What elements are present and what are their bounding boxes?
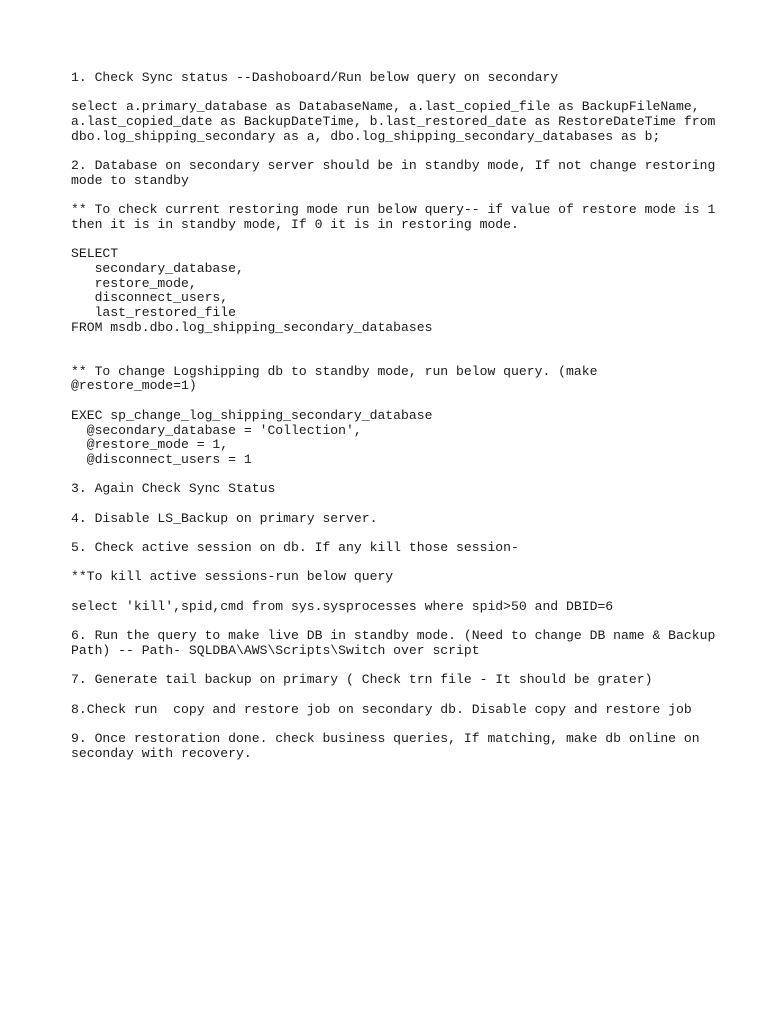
check-mode-query-line: FROM msdb.dbo.log_shipping_secondary_databases: [71, 319, 433, 335]
change-mode-query-line: @disconnect_users = 1: [71, 451, 252, 467]
step-1-query-line: dbo.log_shipping_secondary as a, dbo.log_shipping_secondary_databases as b;: [71, 128, 661, 144]
step-1: 1. Check Sync status --Dashoboard/Run below query on secondary: [71, 70, 559, 85]
check-mode-query-line: last_restored_file: [71, 305, 237, 320]
step-8: 8.Check run copy and restore job on secondary db. Disable copy and restore job: [71, 701, 692, 717]
check-mode-note: ** To check current restoring mode run below query-- if value of restore mode is 1: [71, 202, 716, 218]
step-1-query-line: select a.primary_database as DatabaseName, a.last_copied_file as BackupFileName,: [71, 99, 700, 115]
change-mode-note: @restore_mode=1): [71, 378, 197, 394]
change-mode-query-line: @restore_mode = 1,: [71, 437, 229, 453]
step-5: 5. Check active session on db. If any kill those session-: [71, 540, 519, 556]
check-mode-query-line: disconnect_users,: [71, 290, 229, 306]
change-mode-query-line: EXEC sp_change_log_shipping_secondary_database: [71, 407, 433, 423]
check-mode-query-line: secondary_database,: [71, 260, 244, 276]
step-4: 4. Disable LS_Backup on primary server.: [71, 510, 378, 526]
check-mode-query-line: restore_mode,: [71, 275, 197, 291]
check-mode-query-line: SELECT: [71, 246, 119, 262]
step-6: 6. Run the query to make live DB in standby mode. (Need to change DB name & Backup: [71, 628, 716, 644]
step-9: seconday with recovery.: [71, 745, 252, 761]
kill-sessions-query: select 'kill',spid,cmd from sys.sysprocesses where spid>50 and DBID=6: [71, 598, 614, 614]
step-2: mode to standby: [71, 172, 189, 188]
step-6: Path) -- Path- SQLDBA\AWS\Scripts\Switch over script: [71, 642, 480, 658]
step-1-query-line: a.last_copied_date as BackupDateTime, b.last_restored_date as RestoreDateTime from: [71, 114, 716, 130]
step-9: 9. Once restoration done. check business queries, If matching, make db online on: [71, 730, 700, 746]
kill-sessions-note: **To kill active sessions-run below query: [71, 569, 394, 585]
change-mode-note: ** To change Logshipping db to standby mode, run below query. (make: [71, 363, 598, 379]
change-mode-query-line: @secondary_database = 'Collection',: [71, 422, 362, 438]
document-page: [71, 70, 716, 761]
step-7: 7. Generate tail backup on primary ( Check trn file - It should be grater): [71, 672, 653, 688]
step-2: 2. Database on secondary server should be in standby mode, If not change restoring: [71, 158, 716, 174]
step-3: 3. Again Check Sync Status: [71, 481, 276, 497]
check-mode-note: then it is in standby mode, If 0 it is in restoring mode.: [71, 216, 519, 232]
